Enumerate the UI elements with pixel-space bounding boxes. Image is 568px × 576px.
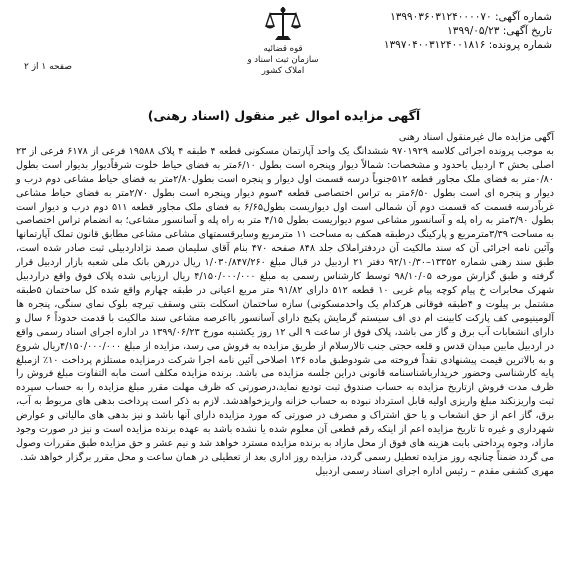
logo-line-judiciary: قوه قضائیه <box>263 44 303 54</box>
judiciary-logo <box>238 4 328 80</box>
ad-number: شماره آگهی: ۱۳۹۹۰۳۶۰۳۱۲۴۰۰۰۰۷۰ <box>390 11 552 23</box>
notice-title: آگهی مزایده اموال غیر منقول (اسناد رهنی) <box>147 108 421 123</box>
signature-line: مهری کشفی مقدم – رئیس اداره اجرای اسناد رسمی اردبیل <box>315 465 554 477</box>
page-number: صفحه ۱ از ۲ <box>24 62 72 72</box>
file-number: شماره پرونده: ۱۳۹۷۰۴۰۰۳۱۲۴۰۰۱۸۱۶ <box>383 39 552 51</box>
ad-date: تاریخ آگهی: ۱۳۹۹/۰۵/۲۳ <box>447 25 552 37</box>
main-paragraph: به موجب پرونده اجرائی کلاسه ۹۷۰۱۹۲۹ ششدانگ یک واحد آپارتمان مسکونی قطعه ۴ طبقه ۴ پلاک ۱۹۵۸۸ فرعی از ۶۱۷۸ فرعی از ۲۳ اصلی بخش ۳ اردبیل باحدود و مشخصات: شمالاً دیوار وپنجره است بطول ۶/۱۰متر به فضای حیاط خلوت شرقاًدیوار بدیوار است بطول ۰/۸۰متر به فضای ملک مجاور قطعه ۵۱۲جنوباً درسه قسمت اول دیوار و پنجره است بطول۲/۸۰متر به فضای حیاط مشاعی دوم درب و دیوار و پنجره ای است بطول ۶/۵۰متر به تراس اختصاصی قطعه ۴سوم دیوار وپنجره است بطول ۲/۷۰متر به فضای حیاط مشاعی غرباًدرسه قسمت که قسمت دوم آن شمالی است اول دیواریست بطول۶/۶۵ به فضای ملک مجاور قطعه ۵۱۱ دوم درب و دیوار است بطول ۳/۹۰متر به راه پله و آسانسور مشاعی سوم دیواریست بطول ۴/۱۵ متر به راه پله و آسانسور مشاعی؛ به انضمام تراس اختصاصی به مساحت ۳/۳۹مترمربع و پارکینگ درطبقه همکف به مساحت ۱۱ مترمربع وسایرقسمتهای مشاعی مشاعی مطابق قانون تملک آپارتمانها وآئین نامه اجرائی آن که سند مالکیت آن دردفتراملاک جلد ۸۴۸ صفحه ۴۷۰ بنام آقای سلیمان صمد نژاداردبیلی ثبت صادر شده است، طبق سند رهنی شماره ۱۳۳۵۲–۹۲/۱۰/۳۰ دفتر ۲۱ اردبیل در قبال مبلغ ۱/۰۳۰/۸۴۷/۲۶۰ ریال دررهن بانک ملی شعبه بازار اردبیل قرار گرفته و طبق گزارش مورخه ۹۸/۱۰/۰۵ توسط کارشناس رسمی به مبلغ ۴/۱۵۰/۰۰۰/۰۰۰ ریال ارزیابی شده پلاک فوق واقع دراردبیل شهرک مخابرات خ پیام کوچه پیام غربی ۱۰ قطعه ۵۱۲ دارای ۹۱/۸۲ متر مربع اعیانی در طبقه چهارم واقع شده کل ساختمان ۵طبقه مشتمل بر پیلوت و ۴طبقه فوقانی هرکدام یک واحدمسکونی) سازه ساختمان اسکلت بتنی وسقف تیرچه بلوک نمای سنگی، پنجره ها آلومینیومی کف پارکت کابینت ام دی اف سیستم گرمایش پکیج دارای آسانسور بااعرصه مشاعی سند مالکیت با قدمت حدوداً ۶ سال و دارای انشعابات آب برق و گاز می باشد، پلاک فوق از ساعت ۹ الی ۱۲ روز یکشنبه مورخ ۱۳۹۹/۰۶/۲۳ در اداره اجرای اسناد رسمی واقع در اردبیل مابین میدان قدس و قلعه حجتی جنب تالارسلام از طریق مزایده به فروش می رسد، مزایده از مبلغ ۴/۱۵۰/۰۰۰/۰۰۰ریال شروع و به بالاترین قیمت پیشنهادی نقداً فروخته می شودوطبق ماده ۱۳۶ اصلاحی آئین نامه اجرا شرکت درمزایده مستلزم پرداخت ۱۰٪ ازمبلغ پایه کارشناسی وحضور خریدارباشناسنامه قانونی دراین جلسه مزایده می باشد. برنده مزایده مکلف است مابه التفاوت مبلغ فروش را ظرف مدت فروش ازتاریخ مزایده به حساب صندوق ثبت تودیع نماید،درصورتی که ظرف مهلت مقرر مبلغ مزایده را به حساب سپرده ثبت واریزنکند مبلغ واریزی اولیه قابل استرداد نبوده به حساب خزانه واریزخواهدشد. لازم به ذکر است پرداخت بدهی های مربوط به آب، برق، گاز اعم از حق انشعاب و یا حق اشتراک و مصرف در صورتی که مورد مزایده دارای آنها باشد و نیز بدهی های مالیاتی و عوارض شهرداری و غیره تا تاریخ مزایده اعم از اینکه رقم قطعی آن معلوم شده یا نشده باشد به عهده برنده مزایده است و نیز در صورت وجود مازاد، وجوه پرداختی بابت هزینه های فوق از محل مازاد به برنده مزایده مسترد خواهد شد و نیم عشر و حق مزایده طبق مقررات وصول می گردد ضمناً چنانچه روز مزایده تعطیل رسمی گردد، مزایده روز اداری بعد از تعطیلی در همان ساعت و محل مقرر برگزار خواهد شد. <box>16 145 555 463</box>
scales-emblem-icon <box>263 4 303 44</box>
intro-paragraph: آگهی مزایده مال غیرمنقول اسناد رهنی <box>398 132 554 143</box>
logo-line-organization: سازمان ثبت اسناد و املاک کشور <box>247 55 319 76</box>
notice-body <box>16 131 554 479</box>
header-info <box>322 10 552 52</box>
